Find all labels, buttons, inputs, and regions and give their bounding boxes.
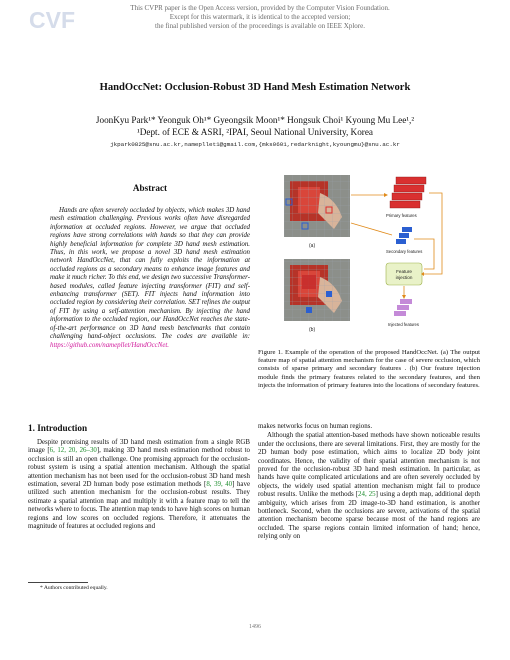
primary-features-label: Primary features — [386, 213, 417, 218]
feature-injection-label: Feature — [396, 269, 412, 274]
intro-text: ], making 3D hand mesh estimation method robust to occlusion is still an open challenge. One promising approach for the occlusion-robust system is using a spatial attention mechanism. Although the spatial attention mechanism has not been used for the occlusion-robust 3D hand mesh estimation, several 2D human body pose estimation methods [ — [28, 447, 250, 489]
feature-injection-label: injection — [395, 275, 413, 280]
code-link[interactable]: https://github.com/namepllet/HandOccNet. — [50, 341, 170, 349]
abstract-text: Hands are often severely occluded by objects, which makes 3D hand mesh estimation challenging. Previous works often have disregarded information at occluded regions. However, we argue that occluded regions have strong correlations with hands so that they can provide highly beneficial information for complete 3D hand mesh estimation. Thus, in this work, we propose a novel 3D hand mesh estimation network HandOccNet, that can fully exploits the information at occluded regions as a secondary means to enhance image features and make it much richer. To this end, we design two successive Transformer-based modules, called feature injecting transformer (FIT) and self-enhancing transformer (SET). FIT injects hand information into occluded region by considering their correlation. SET refines the output of FIT by using a self-attention mechanism. By injecting the hand information to the occluded region, our HandOccNet reaches the state-of-the-art performance on 3D hand mesh benchmarks that contain challenging hand-object occlusions. The codes are available in: — [50, 207, 250, 341]
author-list: JoonKyu Park¹* Yeonguk Oh¹* Gyeongsik Moon¹* Hongsuk Choi¹ Kyoung Mu Lee¹,² — [95, 115, 415, 125]
cvf-logo-text: CVF — [29, 7, 75, 32]
affiliation: ¹Dept. of ECE & ASRI, ²IPAI, Seoul National University, Korea — [136, 127, 374, 137]
figure-1-caption: Figure 1. Example of the operation of the proposed HandOccNet. (a) The output feature map of spatial attention mechanism for the case of severe occlusion, which consists of sparse primary and secondary features . (b) Our feature injection module finds the primary features related to the secondary features, and then injects the information of primary features into the locations of secondary features. — [258, 349, 480, 389]
author-emails: jkpark0825@snu.ac.kr,namepllet1@gmail.com,{mks0601,redarknight,kyoungmu}@snu.ac.kr — [110, 141, 400, 148]
intro-text: Despite promising results of 3D hand mesh estimation from a single RGB image [ — [28, 439, 250, 455]
watermark-line: the final published version of the proceedings is available on IEEE Xplore. — [155, 22, 365, 30]
figure-1 — [284, 173, 484, 333]
right-text: Although the spatial attention-based methods have shown noticeable results under the occlusions, there are several limitations. First, they are mostly for the 2D human body pose estimation, which aims to localize 2D body joint coordinates. Hence, the validity of their spatial attention mechanism is not proved for the occlusion-robust 3D hand mesh estimation. In particular, as hands have quite complicated articulations and are often severely occluded by objects, the widely used spatial attention mechanism might fail to produce robust results. Unlike the methods [ — [258, 432, 480, 499]
feature-injection-box — [386, 263, 422, 285]
hand-image-b — [284, 259, 350, 321]
footnote: * Authors contributed equally. — [40, 585, 108, 591]
injected-features-stack — [394, 299, 412, 316]
citation-link[interactable]: 24, 25 — [358, 491, 376, 499]
open-access-watermark — [110, 4, 410, 31]
figure-label-a: (a) — [309, 243, 316, 249]
footnote-rule — [28, 582, 88, 583]
watermark-line: Except for this watermark, it is identical to the accepted version; — [169, 13, 351, 21]
page-number: 1496 — [249, 624, 261, 630]
section-heading-introduction: 1. Introduction — [28, 423, 88, 433]
right-column-text — [258, 423, 480, 542]
citation-link[interactable]: 6, 12, 20, 26–30 — [49, 447, 97, 455]
cvf-logo — [28, 6, 90, 32]
primary-features-stack — [390, 177, 426, 208]
right-paragraph — [258, 432, 480, 541]
paper-title: HandOccNet: Occlusion-Robust 3D Hand Mesh Estimation Network — [99, 82, 411, 93]
abstract-heading: Abstract — [132, 183, 168, 193]
injected-features-label: Injected features — [388, 322, 419, 327]
figure-label-b: (b) — [309, 327, 316, 333]
citation-link[interactable]: 8, 39, 40 — [206, 481, 233, 489]
secondary-features-label: Secondary features — [386, 249, 423, 254]
intro-text: ] have utilized such attention mechanism for the occlusion-robust results. They estimate a spatial attention map and multiply it with a feature map to tell the networks where to focus. The attention map tends to have high scores on human regions and low scores on occluded regions. Therefore, it attenuates the magnitude of features at occluded regions and — [28, 481, 250, 531]
introduction-paragraph — [28, 439, 250, 531]
secondary-features-stack — [396, 227, 412, 244]
hand-image-a — [284, 175, 350, 237]
watermark-line: This CVPR paper is the Open Access version, provided by the Computer Vision Foundation. — [130, 4, 390, 12]
abstract-body — [50, 207, 250, 350]
right-text: ] using a depth map, additional depth ambiguity, which arises from 2D image-to-3D hand estimation, is another bottleneck. Second, when the occlusions are severe, activations of the spatial attention mechanism become sparse because most of the hand regions are occluded. The sparse regions contain limited information of hand; hence, relying only on — [258, 491, 480, 541]
right-paragraph: makes networks focus on human regions. — [258, 423, 373, 430]
